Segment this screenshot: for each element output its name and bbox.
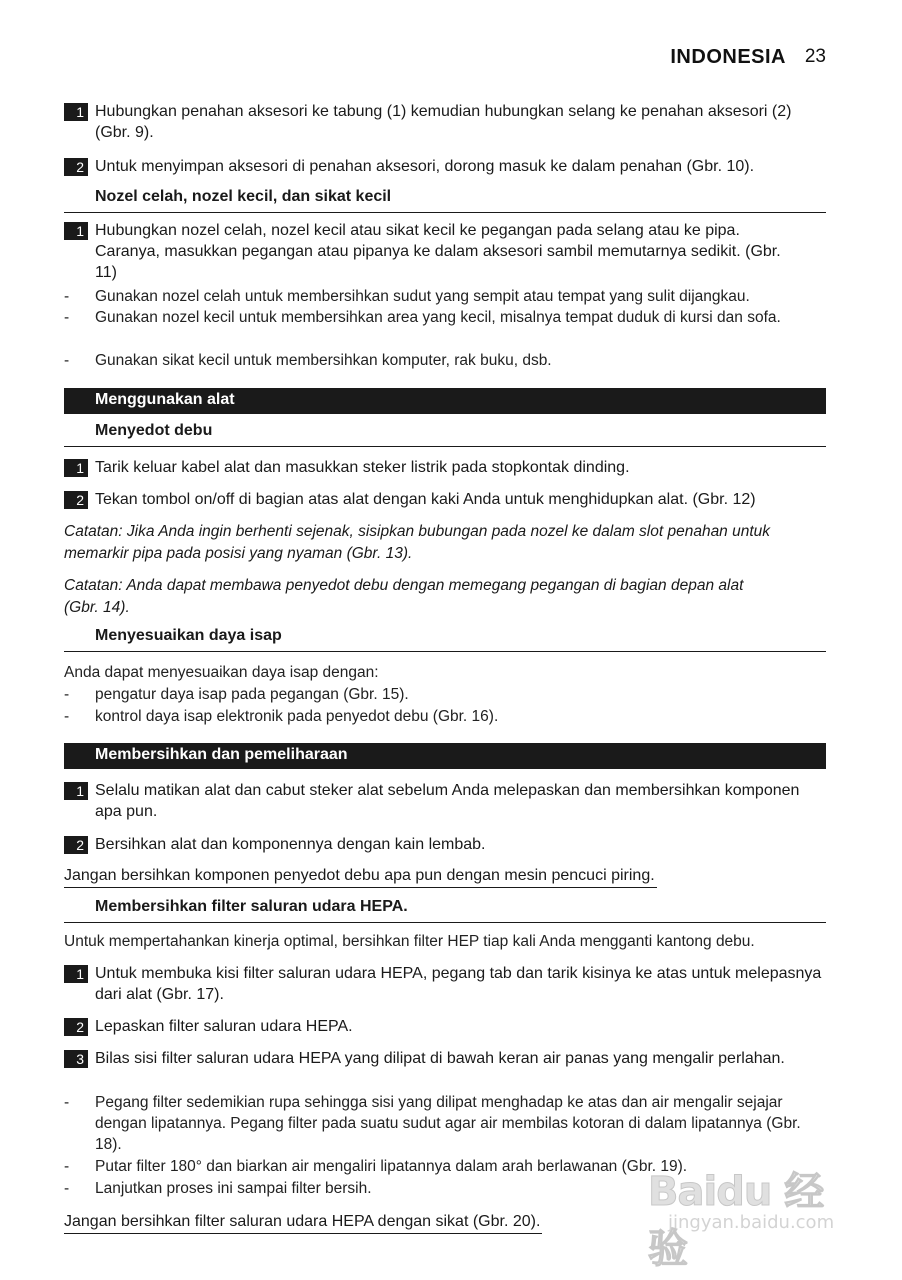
bullet-text: Gunakan nozel kecil untuk membersihkan area yang kecil, misalnya tempat duduk di kursi dan sofa. [95, 309, 781, 326]
step-number: 1 [64, 222, 88, 240]
step-text: Selalu matikan alat dan cabut steker alat sebelum Anda melepaskan dan membersihkan komponen apa pun. [95, 782, 800, 820]
list-item [64, 457, 828, 478]
watermark-logo: Baidu 经验 [648, 1169, 824, 1272]
suction-intro: Anda dapat menyesuaikan daya isap dengan: [64, 664, 379, 681]
subheading-hepa [64, 898, 826, 923]
step-number: 1 [64, 103, 88, 121]
list-item [64, 780, 828, 822]
subheading-text: Nozel celah, nozel kecil, dan sikat kecil [95, 188, 392, 205]
page-number: 23 [804, 46, 826, 67]
list-item: - Lanjutkan proses ini sampai filter bersih. [64, 1178, 828, 1199]
step-number: 2 [64, 1018, 88, 1036]
list-item [64, 220, 784, 283]
list-item [64, 101, 828, 143]
list-item [64, 1016, 828, 1037]
step-number: 1 [64, 459, 88, 477]
section-heading-text: Menggunakan alat [95, 391, 235, 408]
list-item [64, 963, 828, 1005]
list-item: - Putar filter 180° dan biarkan air mengaliri lipatannya dalam arah berlawanan (Gbr. 19). [64, 1156, 828, 1177]
list-item: - kontrol daya isap elektronik pada penyedot debu (Gbr. 16). [64, 706, 828, 727]
step-number: 3 [64, 1050, 88, 1068]
section-heading-clean [64, 743, 826, 769]
step-text: Untuk menyimpan aksesori di penahan aksesori, dorong masuk ke dalam penahan (Gbr. 10). [95, 158, 755, 175]
list-item: - pengatur daya isap pada pegangan (Gbr. 15). [64, 684, 828, 705]
bullet-text: Gunakan nozel celah untuk membersihkan sudut yang sempit atau tempat yang sulit dijangkau. [95, 288, 750, 305]
list-item [64, 489, 828, 510]
watermark-url: jingyan.baidu.com [668, 1212, 835, 1233]
page-header-language: INDONESIA [670, 46, 786, 68]
section-heading-text: Membersihkan dan pemeliharaan [95, 746, 348, 763]
bullet-text: Pegang filter sedemikian rupa sehingga sisi yang dilipat menghadap ke atas dan air mengalir sejajar dengan lipatannya. Pegang filter pada suatu sudut agar air membilas kotoran di dalam lipatannya (Gbr. 18). [95, 1094, 801, 1153]
bullet-text: pengatur daya isap pada pegangan (Gbr. 15). [95, 686, 409, 703]
subheading-text: Menyedot debu [95, 422, 213, 439]
step-number: 1 [64, 782, 88, 800]
step-text: Hubungkan nozel celah, nozel kecil atau sikat kecil ke pegangan pada selang atau ke pipa. Caranya, masukkan pegangan atau pipanya ke dalam aksesori sambil memutarnya sedikit. (Gbr. 11) [95, 222, 781, 281]
list-item [64, 834, 828, 855]
list-item: - Gunakan sikat kecil untuk membersihkan komputer, rak buku, dsb. [64, 350, 828, 371]
step-text: Bersihkan alat dan komponennya dengan kain lembab. [95, 836, 486, 853]
bullet-text: Lanjutkan proses ini sampai filter bersih. [95, 1180, 372, 1197]
step-text: Bilas sisi filter saluran udara HEPA yang dilipat di bawah keran air panas yang mengalir perlahan. [95, 1050, 785, 1067]
note-carry: Catatan: Anda dapat membawa penyedot debu dengan memegang pegangan di bagian depan alat (Gbr. 14). [64, 577, 744, 616]
bullet-text: Putar filter 180° dan biarkan air mengaliri lipatannya dalam arah berlawanan (Gbr. 19). [95, 1158, 688, 1175]
step-text: Tekan tombol on/off di bagian atas alat dengan kaki Anda untuk menghidupkan alat. (Gbr. 12) [95, 491, 756, 508]
step-text: Hubungkan penahan aksesori ke tabung (1) kemudian hubungkan selang ke penahan aksesori (2) (Gbr. 9). [95, 103, 792, 141]
list-item: - Pegang filter sedemikian rupa sehingga sisi yang dilipat menghadap ke atas dan air mengalir sejajar dengan lipatannya. Pegang filter pada suatu sudut agar air membilas kotoran di dalam lipatannya (Gbr. 18). [64, 1092, 804, 1155]
bullet-text: Gunakan sikat kecil untuk membersihkan komputer, rak buku, dsb. [95, 352, 552, 369]
section-heading-use [64, 388, 826, 414]
note-pause: Catatan: Jika Anda ingin berhenti sejenak, sisipkan bubungan pada nozel ke dalam slot penahan untuk memarkir pipa pada posisi yang nyaman (Gbr. 13). [64, 523, 771, 562]
list-item [64, 156, 828, 177]
step-text: Untuk membuka kisi filter saluran udara HEPA, pegang tab dan tarik kisinya ke atas untuk melepasnya dari alat (Gbr. 17). [95, 965, 822, 1003]
warning-brush: Jangan bersihkan filter saluran udara HEPA dengan sikat (Gbr. 20). [64, 1211, 542, 1234]
step-number: 2 [64, 836, 88, 854]
subheading-suction [64, 627, 826, 652]
hepa-intro: Untuk mempertahankan kinerja optimal, bersihkan filter HEP tiap kali Anda mengganti kantong debu. [64, 933, 755, 950]
step-text: Lepaskan filter saluran udara HEPA. [95, 1018, 353, 1035]
step-text: Tarik keluar kabel alat dan masukkan steker listrik pada stopkontak dinding. [95, 459, 630, 476]
step-number: 2 [64, 491, 88, 509]
baidu-watermark [648, 1160, 858, 1272]
step-number: 1 [64, 965, 88, 983]
step-number: 2 [64, 158, 88, 176]
subheading-text: Membersihkan filter saluran udara HEPA. [95, 898, 408, 915]
subheading-vacuum [64, 422, 826, 447]
list-item: - Gunakan nozel celah untuk membersihkan sudut yang sempit atau tempat yang sulit dijangkau. [64, 286, 828, 307]
subheading-text: Menyesuaikan daya isap [95, 627, 282, 644]
list-item [64, 1048, 828, 1069]
bullet-text: kontrol daya isap elektronik pada penyedot debu (Gbr. 16). [95, 708, 499, 725]
warning-dishwasher: Jangan bersihkan komponen penyedot debu apa pun dengan mesin pencuci piring. [64, 865, 657, 888]
subheading-nozzles [64, 188, 826, 213]
list-item: - Gunakan nozel kecil untuk membersihkan area yang kecil, misalnya tempat duduk di kursi dan sofa. [64, 307, 828, 328]
